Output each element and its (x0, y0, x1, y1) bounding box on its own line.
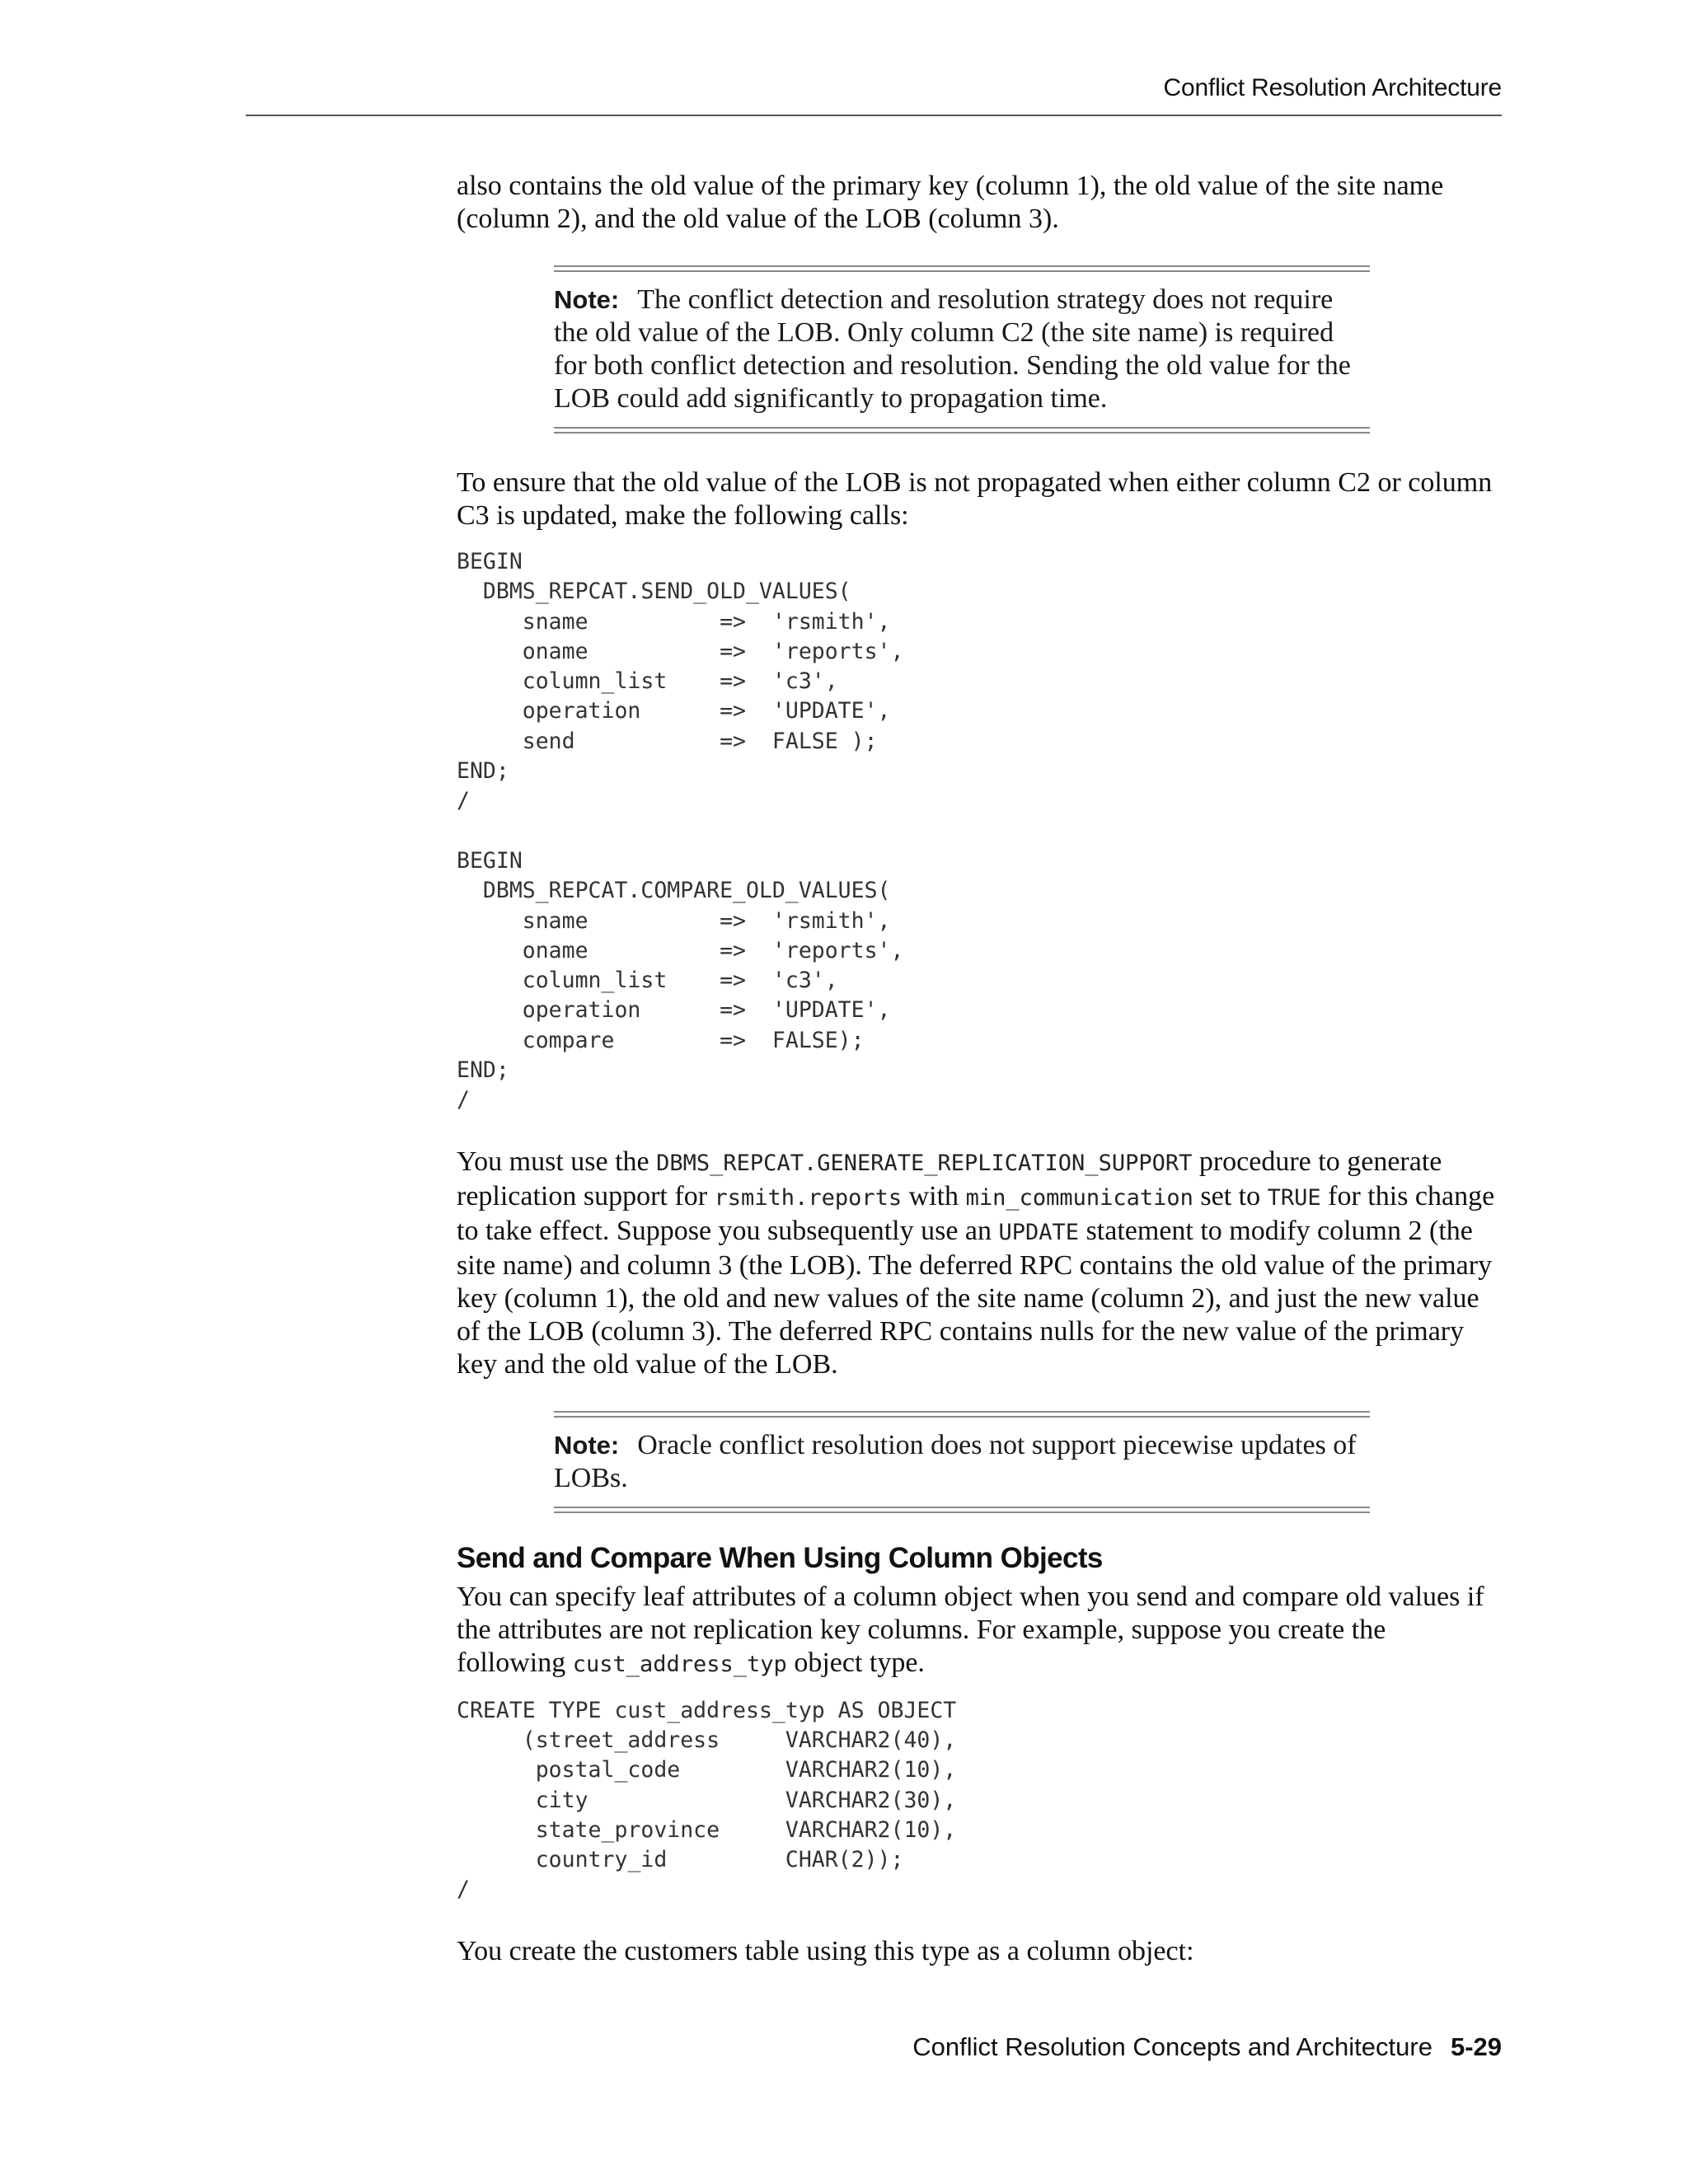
section-heading: Send and Compare When Using Column Objects (457, 1541, 1103, 1574)
inline-code-true: TRUE (1267, 1184, 1321, 1211)
text-run: set to (1193, 1180, 1268, 1212)
paragraph-generate-support (457, 1146, 1502, 1381)
paragraph-old-values: also contains the old value of the primary key (column 1), the old value of the site name (column 2), and the old value of the LOB (column 3). (457, 171, 1444, 234)
text-run: for this change to take effect. Suppose you subsequently use an (457, 1180, 1495, 1246)
note-label: Note: (554, 285, 620, 314)
page-number: 5-29 (1450, 2032, 1502, 2061)
inline-code-min-communication: min_communication (965, 1184, 1193, 1211)
inline-code-update: UPDATE (998, 1219, 1080, 1245)
text-run: object type. (786, 1647, 925, 1678)
page-body (457, 170, 1502, 1968)
note-body: The conflict detection and resolution strategy does not require the old value of the LOB. Only column C2 (the site name) is required for both conflict detection and resolution. Sending the old value for the LOB could add significantly to propagation time. (554, 284, 1351, 414)
note-top-rule (554, 265, 1370, 272)
note-box-piecewise (554, 1411, 1370, 1513)
code-block-create-type: CREATE TYPE cust_address_typ AS OBJECT (street_address VARCHAR2(40), postal_code VARCHAR2(10), city VARCHAR2(30), state_province VARCHAR2(10), country_id CHAR(2)); / (457, 1697, 957, 1903)
text-run: with (902, 1180, 966, 1212)
header-rule (246, 115, 1502, 116)
note-bottom-rule (554, 1507, 1370, 1513)
inline-code-rsmith-reports: rsmith.reports (714, 1184, 903, 1211)
note-text (554, 284, 1370, 415)
note-label: Note: (554, 1430, 620, 1460)
inline-code-cust-address-typ: cust_address_typ (572, 1651, 787, 1677)
note-text (554, 1429, 1370, 1495)
text-run: You must use the (457, 1146, 657, 1177)
note-body: Oracle conflict resolution does not support piecewise updates of LOBs. (554, 1429, 1357, 1493)
text-run: You can specify leaf attributes of a column object when you send and compare old values if the attributes are not replication key columns. For example, suppose you create the following (457, 1581, 1484, 1678)
paragraph-ensure: To ensure that the old value of the LOB is not propagated when either column C2 or column C3 is updated, make the following calls: (457, 467, 1493, 531)
running-header: Conflict Resolution Architecture (1163, 74, 1502, 101)
paragraph-customers-table: You create the customers table using this type as a column object: (457, 1935, 1194, 1966)
code-block-send-compare: BEGIN DBMS_REPCAT.SEND_OLD_VALUES( sname => 'rsmith', oname => 'reports', column_list => 'c3', operation => 'UPDATE', send => FALSE ); END; / BEGIN DBMS_REPCAT.COMPARE_OLD_VALUES( sname => 'rsmith', oname => 'reports', column_list => 'c3', operation => 'UPDATE', compare => FALSE); END; / (457, 549, 904, 1113)
text-run: procedure to generate replication support for (457, 1146, 1442, 1212)
footer-title: Conflict Resolution Concepts and Architecture (912, 2032, 1432, 2061)
running-footer (246, 2032, 1502, 2062)
paragraph-leaf-attributes (457, 1581, 1502, 1681)
inline-code-generate-replication-support: DBMS_REPCAT.GENERATE_REPLICATION_SUPPORT (656, 1150, 1193, 1176)
note-box-lob (554, 265, 1370, 434)
note-bottom-rule (554, 427, 1370, 434)
text-run: statement to modify column 2 (the site name) and column 3 (the LOB). The deferred RPC contains the old value of the primary key (column 1), the old and new values of the site name (column 2), and just the new value of the LOB (column 3). The deferred RPC contains nulls for the new value of the primary key and the old value of the LOB. (457, 1215, 1493, 1380)
note-top-rule (554, 1411, 1370, 1418)
